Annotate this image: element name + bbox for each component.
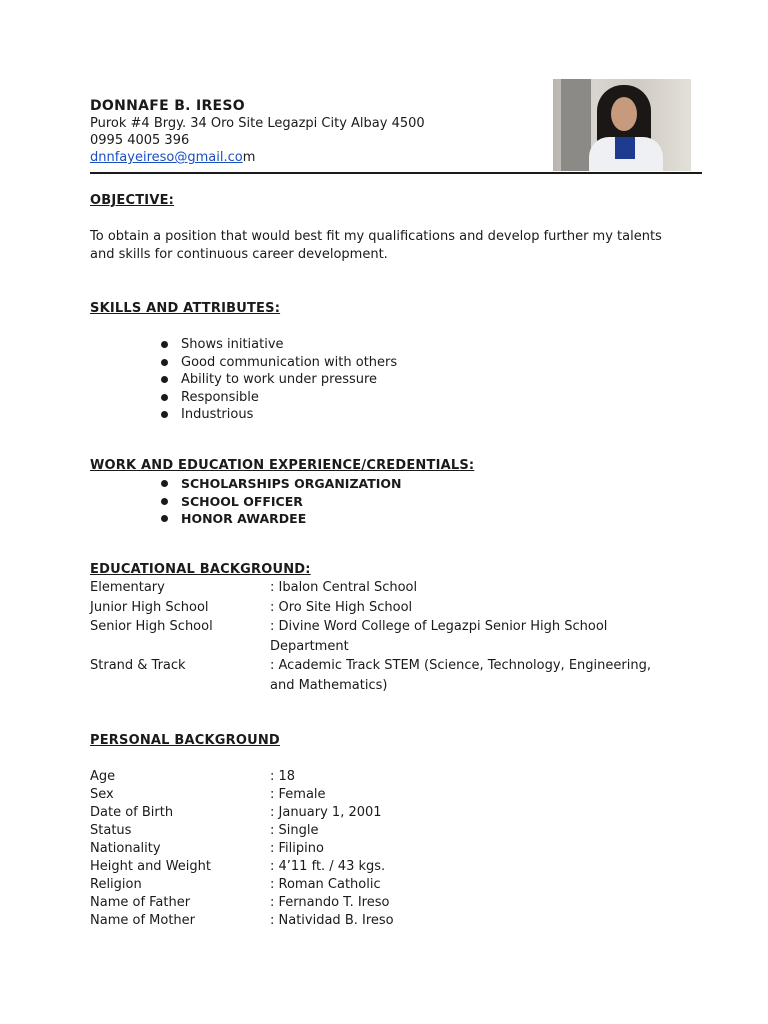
skills-list	[161, 336, 397, 424]
table-row: Senior High School : Divine Word College of Legazpi Senior High School	[90, 619, 608, 635]
experience-list	[161, 475, 402, 528]
education-heading: EDUCATIONAL BACKGROUND:	[90, 562, 311, 577]
personal-heading: PERSONAL BACKGROUND	[90, 733, 280, 748]
table-row: Age : 18	[90, 769, 296, 784]
experience-heading: WORK AND EDUCATION EXPERIENCE/CREDENTIALS:	[90, 458, 475, 473]
table-row: Religion : Roman Catholic	[90, 877, 381, 892]
email-tail: m	[242, 150, 256, 165]
table-row: Junior High School : Oro Site High School	[90, 599, 413, 615]
table-row: and Mathematics)	[270, 677, 388, 693]
address: Purok #4 Brgy. 34 Oro Site Legazpi City Albay 4500	[90, 116, 425, 131]
list-item: Ability to work under pressure	[161, 371, 397, 389]
education-table	[90, 578, 690, 696]
applicant-name: DONNAFE B. IRESO	[90, 98, 245, 114]
list-item: SCHOOL OFFICER	[161, 493, 402, 511]
objective-text: To obtain a position that would best fit my qualifications and develop further my talents and skills for continuous career development.	[90, 229, 662, 262]
table-row: Sex : Female	[90, 787, 326, 802]
table-row: Name of Father : Fernando T. Ireso	[90, 895, 390, 910]
objective-heading: OBJECTIVE:	[90, 193, 175, 208]
header-divider	[90, 172, 702, 174]
table-row: Elementary : Ibalon Central School	[90, 580, 418, 595]
table-row: Height and Weight : 4’11 ft. / 43 kgs.	[90, 859, 386, 874]
skills-heading: SKILLS AND ATTRIBUTES:	[90, 301, 281, 316]
phone-number: 0995 4005 396	[90, 133, 190, 148]
email-link[interactable]: dnnfayeireso@gmail.co	[90, 150, 243, 165]
list-item: Responsible	[161, 389, 397, 407]
contact-header	[90, 97, 550, 166]
list-item: Good communication with others	[161, 354, 397, 372]
list-item: Industrious	[161, 406, 397, 424]
table-row: Nationality : Filipino	[90, 841, 324, 856]
table-row: Status : Single	[90, 823, 319, 838]
email-line	[90, 149, 550, 166]
list-item: HONOR AWARDEE	[161, 510, 402, 528]
applicant-photo	[553, 79, 691, 171]
personal-table	[90, 768, 690, 930]
list-item: Shows initiative	[161, 336, 397, 354]
list-item: SCHOLARSHIPS ORGANIZATION	[161, 475, 402, 493]
table-row: Department	[270, 638, 349, 654]
table-row: Date of Birth : January 1, 2001	[90, 805, 382, 820]
table-row: Strand & Track : Academic Track STEM (Science, Technology, Engineering,	[90, 658, 651, 674]
table-row: Name of Mother : Natividad B. Ireso	[90, 913, 394, 928]
